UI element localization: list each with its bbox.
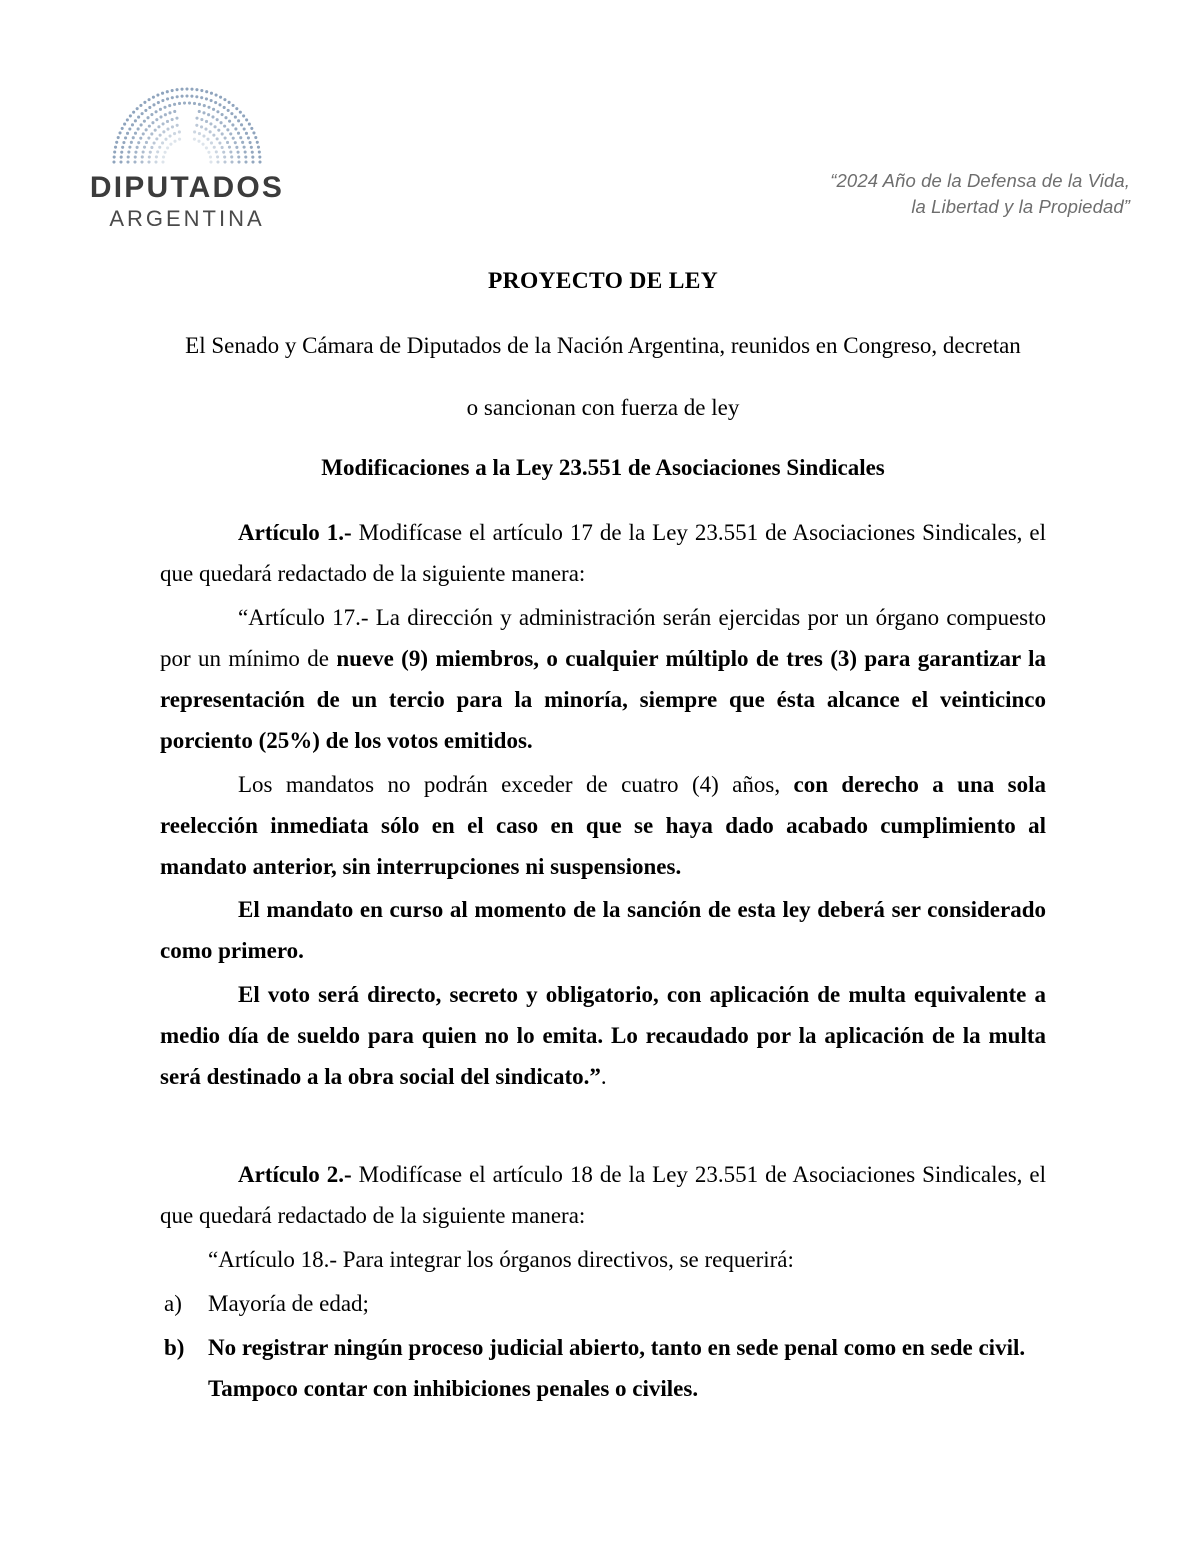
diputados-logo xyxy=(62,84,312,232)
list-marker-a: a) xyxy=(164,1290,182,1316)
document-title: PROYECTO DE LEY xyxy=(488,268,718,294)
article-separator xyxy=(160,1101,1046,1155)
list-item-text-b: No registrar ningún proceso judicial abierto, tanto en sede penal como en sede civil. xyxy=(208,1334,1026,1360)
list-item xyxy=(160,1284,1046,1325)
list-item-text-a: Mayoría de edad; xyxy=(208,1290,369,1316)
articulo-18-requirements-list xyxy=(160,1284,1046,1410)
art17-p1-plain: “Artículo 17.- La dirección y administración serán ejercidas por un órgano compuesto por un mínimo de xyxy=(160,604,1046,671)
art17-p2-plain: Los mandatos no podrán exceder de cuatro (4) años, xyxy=(238,771,794,797)
articulo-2-label: Artículo 2.- xyxy=(238,1162,352,1188)
document-body xyxy=(160,268,1046,1413)
articulo-1-paragraph-3 xyxy=(160,890,1046,972)
articulo-1-label: Artículo 1.- xyxy=(238,520,352,545)
articulo-2-intro: “Artículo 18.- Para integrar los órganos directivos, se requerirá: xyxy=(208,1247,794,1272)
articulo-1-heading xyxy=(160,513,1046,595)
enacting-formula-line-2: o sancionan con fuerza de ley xyxy=(466,395,740,420)
year-slogan xyxy=(660,168,1130,219)
art17-p2-bold: con derecho a una sola reelección inmediata sólo en el caso en que se haya dado acabado cumplimiento al mandato anterior, sin interrupciones ni suspensiones. xyxy=(160,771,1046,879)
logo-wordmark-main: DIPUTADOS xyxy=(89,171,285,204)
art17-p4-bold: El voto será directo, secreto y obligatorio, con aplicación de multa equivalente a medio día de sueldo para quien no lo emita. Lo recaudado por la aplicación de la multa será destinado a la obra social del sindicato.” xyxy=(160,982,1046,1090)
articulo-1-heading-text: Modifícase el artículo 17 de la Ley 23.551 de Asociaciones Sindicales, el que quedará redactado de la siguiente manera: xyxy=(160,520,1047,586)
document-subtitle: Modificaciones a la Ley 23.551 de Asociaciones Sindicales xyxy=(321,455,885,480)
hemicycle-dots-icon xyxy=(107,84,267,166)
art17-p3-bold: El mandato en curso al momento de la sanción de esta ley deberá ser considerado como primero. xyxy=(160,897,1046,964)
year-slogan-line-2: la Libertad y la Propiedad” xyxy=(911,195,1130,217)
articulo-1-paragraph-4 xyxy=(160,975,1046,1098)
enacting-formula-line-1: El Senado y Cámara de Diputados de la Nación Argentina, reunidos en Congreso, decretan xyxy=(185,333,1021,358)
document-header xyxy=(0,0,1200,250)
list-item xyxy=(160,1328,1046,1410)
list-item-text-b-continuation: Tampoco contar con inhibiciones penales o civiles. xyxy=(208,1375,699,1401)
articulo-2-heading-text: Modifícase el artículo 18 de la Ley 23.551 de Asociaciones Sindicales, el que quedará redactado de la siguiente manera: xyxy=(160,1162,1047,1229)
logo-wordmark-sub: ARGENTINA xyxy=(109,206,265,232)
articulo-1-paragraph-2 xyxy=(160,765,1046,888)
art17-p4-plain-close: . xyxy=(600,1064,607,1090)
articulo-2-heading xyxy=(160,1155,1046,1237)
articulo-1-paragraph-1 xyxy=(160,598,1046,762)
art17-p1-bold: nueve (9) miembros, o cualquier múltiplo de tres (3) para garantizar la representación de un tercio para la minoría, siempre que ésta alcance el veinticinco porciento (25%) de los votos emitidos. xyxy=(160,645,1046,753)
year-slogan-line-1: “2024 Año de la Defensa de la Vida, xyxy=(830,170,1130,191)
list-marker-b: b) xyxy=(164,1334,185,1360)
